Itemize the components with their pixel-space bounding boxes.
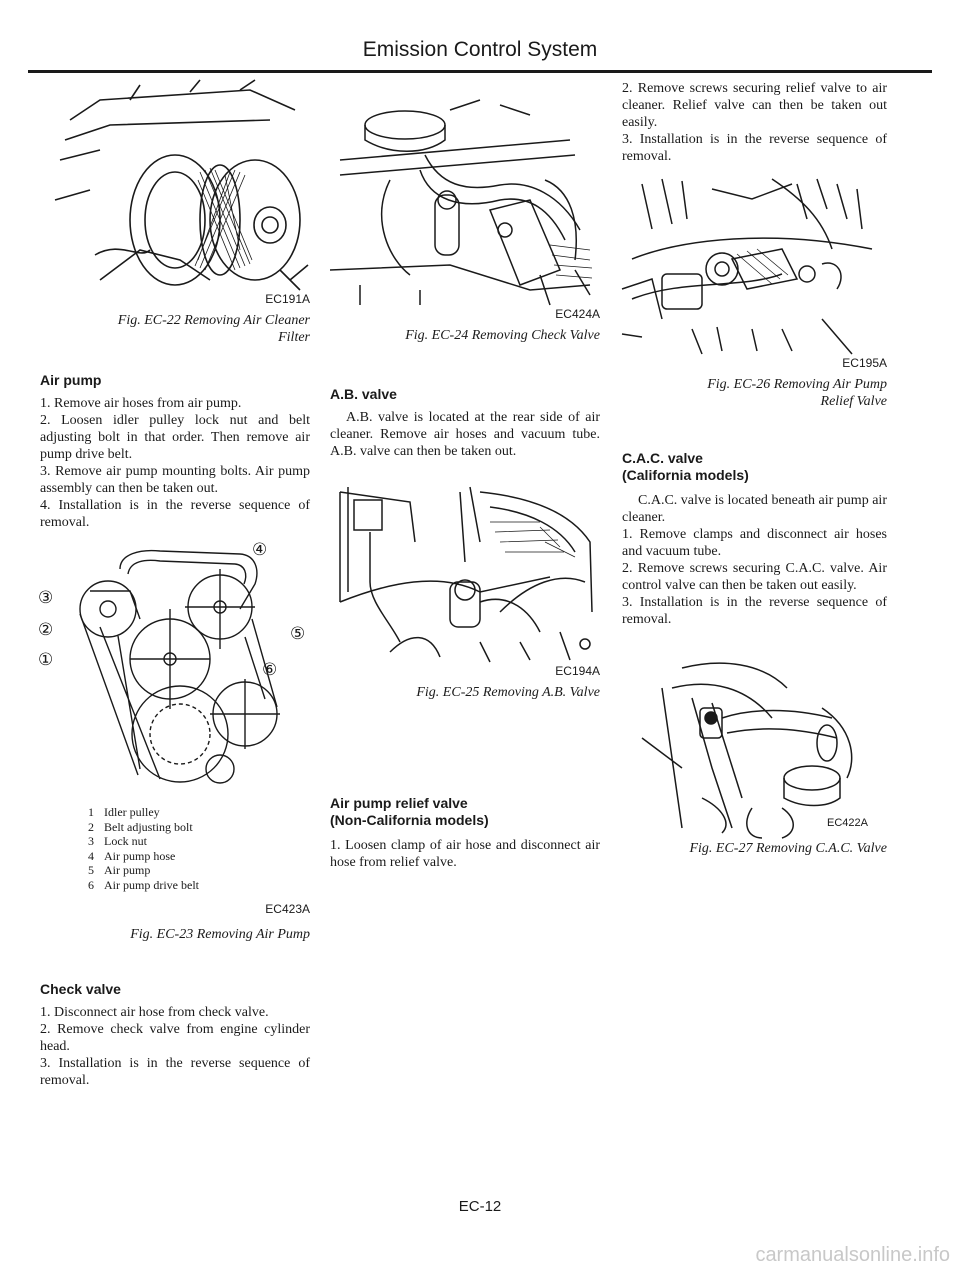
figure-ec27 [622, 648, 887, 857]
page-header: Emission Control System [362, 38, 598, 61]
legend-item: 4 Air pump hose [88, 848, 176, 863]
relief-valve-step-2: 2. Remove screws securing relief valve to air cleaner. Relief valve can then be taken out easily. [622, 81, 887, 130]
heading-line: (California models) [622, 467, 749, 483]
check-valve-illustration [330, 100, 600, 305]
cac-valve-body: C.A.C. valve is located beneath air pump air cleaner. [622, 493, 887, 525]
figure-ec26 [622, 179, 887, 410]
air-pump-step-2: 2. Loosen idler pulley lock nut and belt adjusting bolt in that order. Then remove air pump drive belt. [40, 413, 310, 462]
legend-item: 2 Belt adjusting bolt [88, 819, 193, 834]
figure-legend [88, 805, 310, 892]
callout-4: ④ [252, 540, 268, 560]
figure-code: EC194A [555, 664, 600, 678]
figure-caption: Fig. EC-25 Removing A.B. Valve [416, 685, 600, 700]
callout-5: ⑤ [290, 624, 306, 644]
relief-valve-illustration [622, 179, 887, 354]
section-heading-cac-valve [622, 450, 887, 484]
air-cleaner-filter-illustration [40, 80, 310, 290]
legend-item: 6 Air pump drive belt [88, 877, 199, 892]
figure-caption: Fig. EC-23 Removing Air Pump [130, 927, 310, 942]
callout-1: ① [38, 650, 54, 670]
figure-code: EC424A [555, 307, 600, 321]
figure-caption: Fig. EC-26 Removing Air Pump Relief Valve [707, 377, 887, 409]
page-number: EC-12 [458, 1198, 502, 1215]
relief-valve-step-3: 3. Installation is in the reverse sequence of removal. [622, 132, 887, 164]
callout-2: ② [38, 620, 54, 640]
callout-3: ③ [38, 588, 54, 608]
figure-caption: Fig. EC-27 Removing C.A.C. Valve [689, 841, 887, 856]
heading-line: (Non-California models) [330, 812, 489, 828]
column-left [40, 80, 310, 1089]
section-heading-check-valve: Check valve [40, 981, 121, 997]
figure-code: EC422A [827, 817, 868, 829]
figure-ec25 [330, 482, 600, 701]
legend-item: 1 Idler pulley [88, 805, 160, 819]
callout-6: ⑥ [262, 660, 278, 680]
figure-ec24 [330, 100, 600, 344]
air-pump-step-3: 3. Remove air pump mounting bolts. Air pump assembly can then be taken out. [40, 464, 310, 496]
ab-valve-illustration [330, 482, 600, 662]
cac-valve-illustration [622, 648, 887, 838]
heading-line: Air pump relief valve [330, 795, 468, 811]
figure-ec23 [40, 539, 310, 943]
figure-ec22 [40, 80, 310, 346]
check-valve-step-2: 2. Remove check valve from engine cylinder head. [40, 1022, 310, 1054]
legend-item: 5 Air pump [88, 863, 151, 877]
legend-item: 3 Lock nut [88, 834, 147, 848]
heading-line: C.A.C. valve [622, 450, 703, 466]
section-heading-ab-valve: A.B. valve [330, 386, 397, 402]
section-heading-air-pump: Air pump [40, 372, 102, 388]
cac-valve-step-2: 2. Remove screws securing C.A.C. valve. Air control valve can then be taken out easily. [622, 561, 887, 593]
figure-code: EC423A [265, 902, 310, 916]
header-rule [28, 70, 932, 73]
figure-caption: Fig. EC-24 Removing Check Valve [405, 328, 600, 343]
column-middle [330, 80, 600, 871]
watermark: carmanualsonline.info [755, 1244, 950, 1266]
relief-valve-step-1: 1. Loosen clamp of air hose and disconnect air hose from relief valve. [330, 838, 600, 870]
column-right [622, 80, 887, 857]
air-pump-belt-diagram [40, 539, 310, 799]
ab-valve-body: A.B. valve is located at the rear side of air cleaner. Remove air hoses and vacuum tube. A.B. valve can then be taken out. [330, 410, 600, 459]
figure-code: EC195A [842, 356, 887, 370]
cac-valve-step-1: 1. Remove clamps and disconnect air hoses and vacuum tube. [622, 527, 887, 559]
check-valve-step-3: 3. Installation is in the reverse sequence of removal. [40, 1056, 310, 1088]
check-valve-step-1: 1. Disconnect air hose from check valve. [40, 1005, 269, 1020]
figure-caption: Fig. EC-22 Removing Air Cleaner Filter [117, 313, 310, 345]
cac-valve-step-3: 3. Installation is in the reverse sequence of removal. [622, 595, 887, 627]
air-pump-step-4: 4. Installation is in the reverse sequence of removal. [40, 498, 310, 530]
section-heading-relief-valve [330, 795, 600, 829]
figure-code: EC191A [265, 292, 310, 306]
air-pump-step-1: 1. Remove air hoses from air pump. [40, 396, 242, 411]
